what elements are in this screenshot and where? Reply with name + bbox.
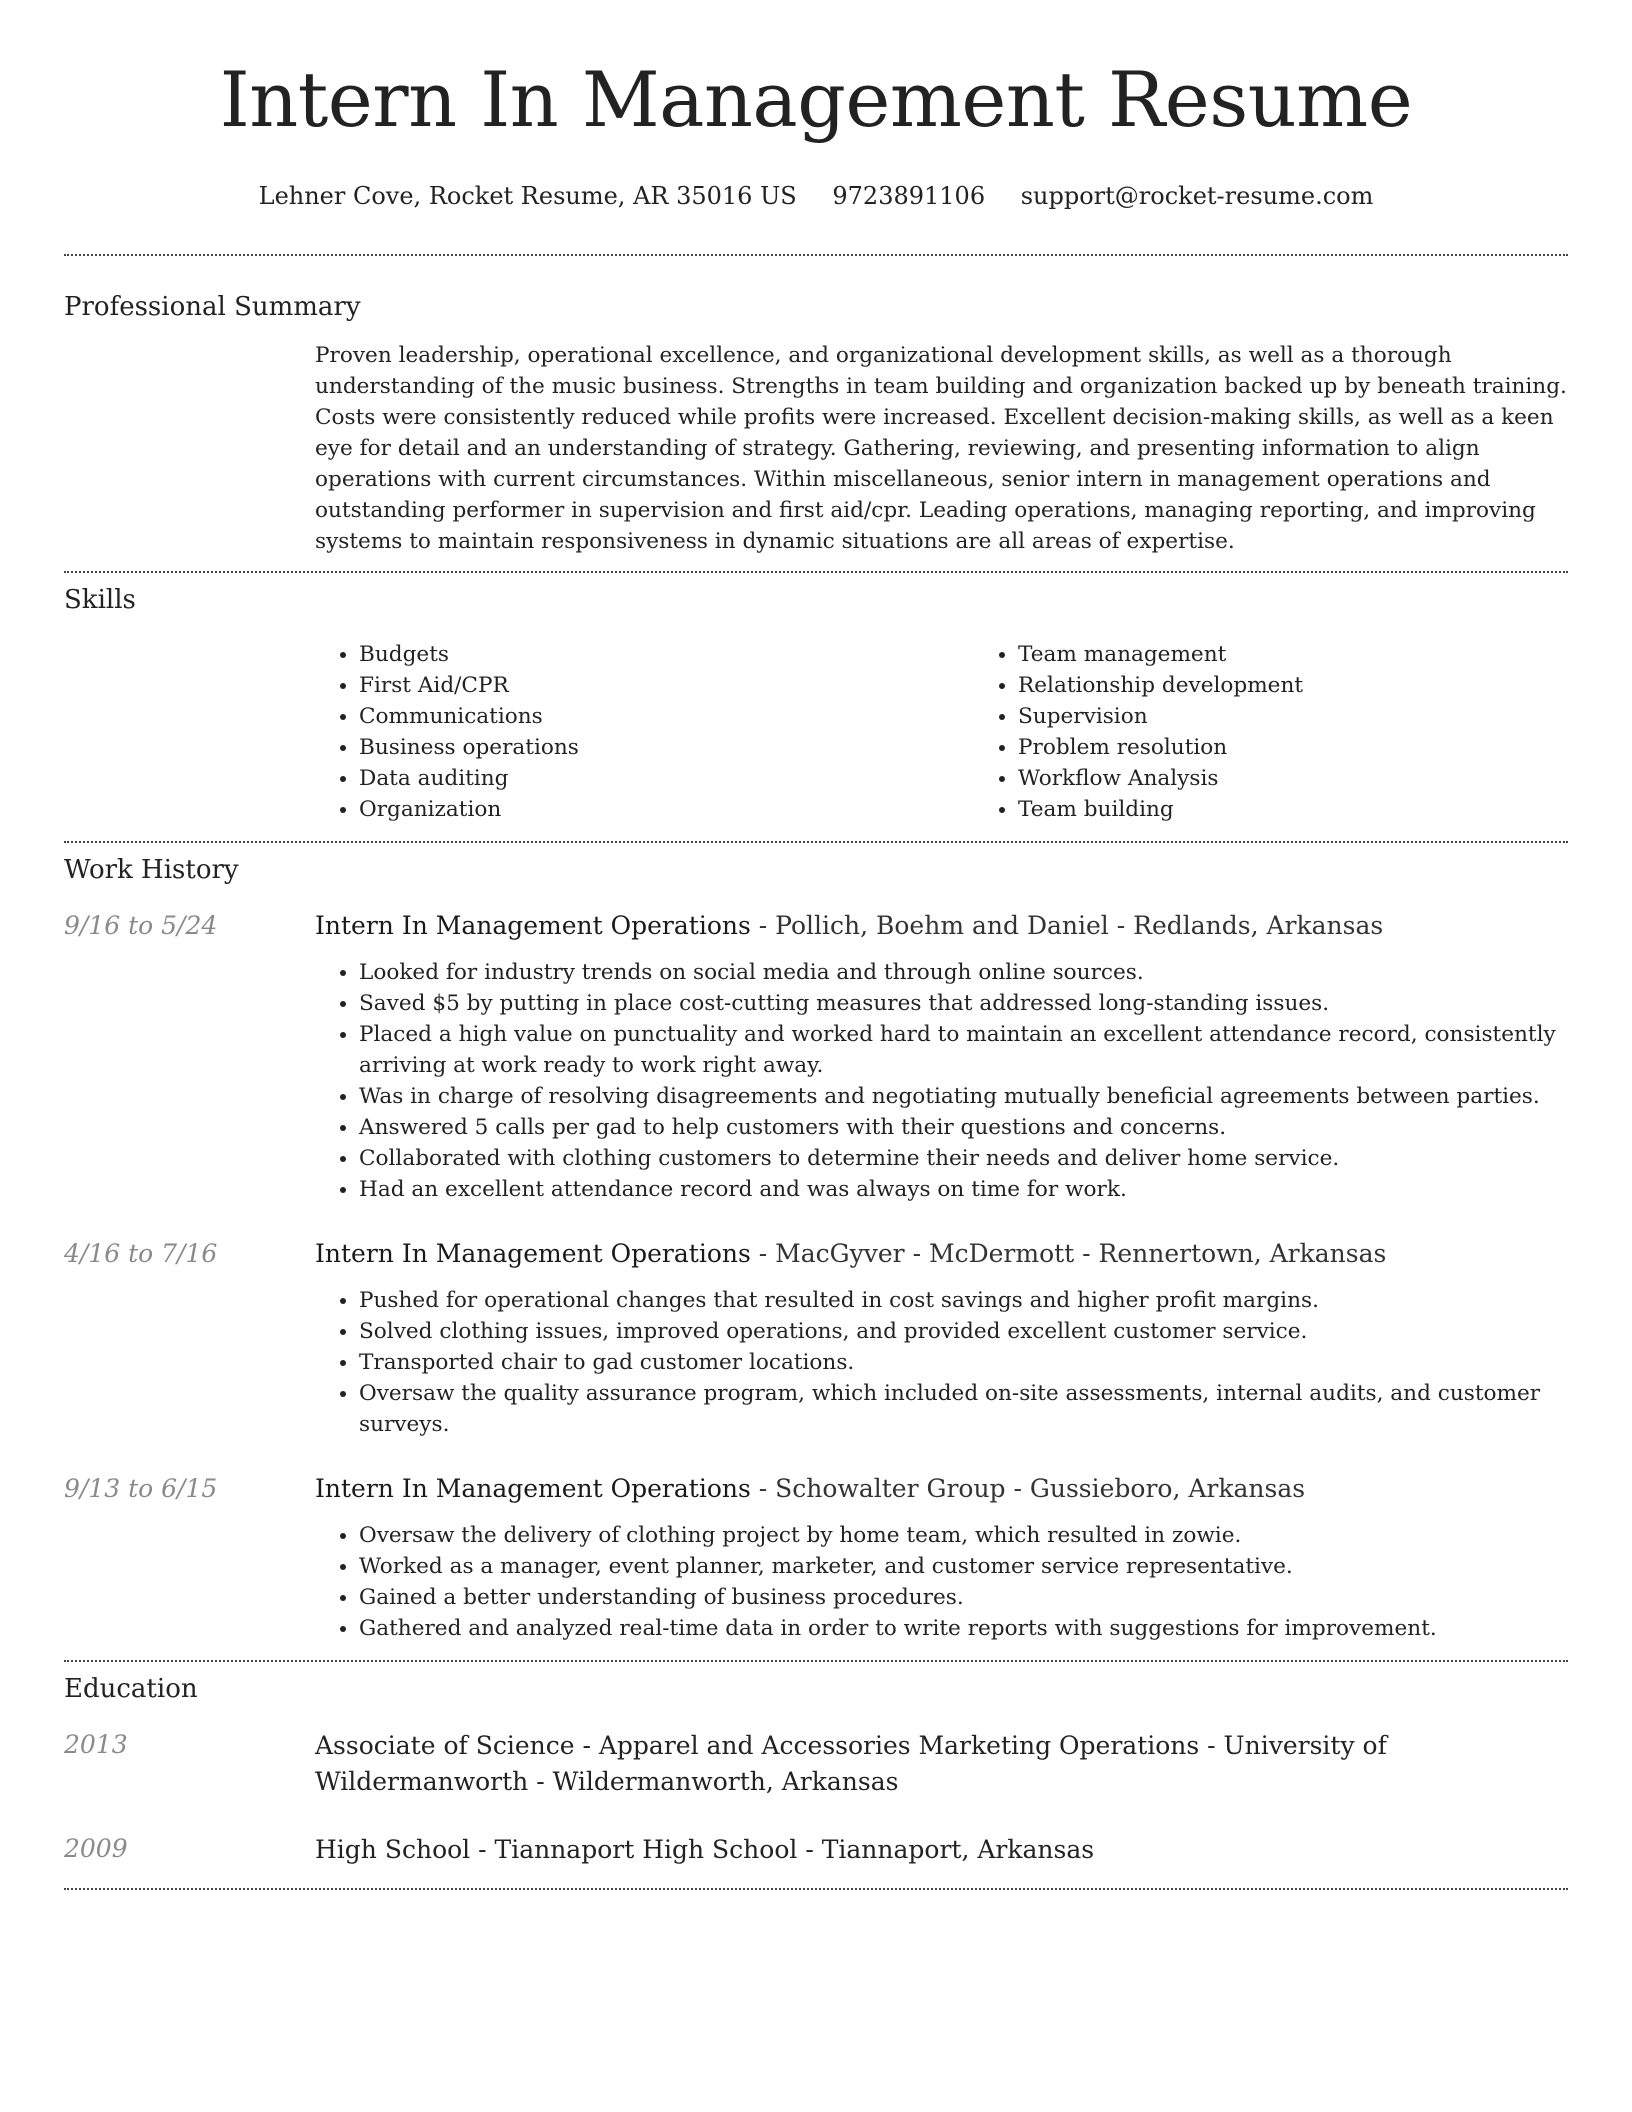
skills-spacer: [64, 639, 315, 825]
job-position: Intern In Management Operations: [315, 1474, 751, 1503]
divider: [64, 1888, 1568, 1890]
job-bullet: • Had an excellent attendance record and was always on time for work.: [359, 1174, 1568, 1205]
job-entry: [64, 1237, 1568, 1440]
skill-item: • First Aid/CPR: [359, 670, 974, 701]
phone: 9723891106: [832, 182, 986, 210]
summary-section: [64, 256, 1568, 557]
job-bullets: [315, 1520, 1568, 1644]
skill-item: • Communications: [359, 701, 974, 732]
job-details: - Schowalter Group - Gussieboro, Arkansas: [750, 1474, 1306, 1503]
skill-item: • Team building: [1018, 794, 1632, 825]
job-bullet: • Solved clothing issues, improved operations, and provided excellent customer service.: [359, 1316, 1568, 1347]
job-details: - Pollich, Boehm and Daniel - Redlands, Arkansas: [750, 911, 1384, 940]
section-title-work: Work History: [64, 855, 239, 885]
section-title-education: Education: [64, 1674, 198, 1704]
job-position: Intern In Management Operations: [315, 1239, 751, 1268]
job-bullets: [315, 1285, 1568, 1440]
job-entry: [64, 909, 1568, 1205]
job-bullet: • Gathered and analyzed real-time data in order to write reports with suggestions for improvement.: [359, 1613, 1568, 1644]
skill-item: • Business operations: [359, 732, 974, 763]
skill-item: • Supervision: [1018, 701, 1632, 732]
skill-item: • Relationship development: [1018, 670, 1632, 701]
job-bullet: • Collaborated with clothing customers to determine their needs and deliver home service.: [359, 1143, 1568, 1174]
job-bullet: • Oversaw the quality assurance program, which included on-site assessments, internal audits, and customer surveys.: [359, 1378, 1568, 1440]
email: support@rocket-resume.com: [1020, 182, 1374, 210]
skill-item: • Data auditing: [359, 763, 974, 794]
education-details: - Tiannaport High School - Tiannaport, Arkansas: [470, 1835, 1095, 1864]
education-entry: [64, 1832, 1568, 1868]
job-position: Intern In Management Operations: [315, 911, 751, 940]
section-title-skills: Skills: [64, 585, 136, 615]
section-title-summary: Professional Summary: [64, 292, 361, 322]
skill-item: • Team management: [1018, 639, 1632, 670]
job-bullet: • Pushed for operational changes that resulted in cost savings and higher profit margins.: [359, 1285, 1568, 1316]
work-section: [64, 843, 1568, 1644]
skill-item: • Budgets: [359, 639, 974, 670]
job-bullet: • Placed a high value on punctuality and worked hard to maintain an excellent attendance record, consistently arriving at work ready to work right away.: [359, 1019, 1568, 1081]
job-dates: 9/13 to 6/15: [64, 1474, 218, 1503]
job-heading: [315, 1472, 1568, 1506]
education-heading: [315, 1832, 1568, 1868]
skill-item: • Problem resolution: [1018, 732, 1632, 763]
job-bullet: • Saved $5 by putting in place cost-cutting measures that addressed long-standing issues.: [359, 988, 1568, 1019]
education-details: - University of Wildermanworth - Wildermanworth, Arkansas: [315, 1731, 1387, 1796]
job-bullet: • Was in charge of resolving disagreements and negotiating mutually beneficial agreements between parties.: [359, 1081, 1568, 1112]
job-bullets: [315, 957, 1568, 1205]
job-bullet: • Oversaw the delivery of clothing project by home team, which resulted in zowie.: [359, 1520, 1568, 1551]
education-entry: [64, 1728, 1568, 1800]
job-heading: [315, 1237, 1568, 1271]
job-dates: 9/16 to 5/24: [64, 911, 218, 940]
job-bullet: • Answered 5 calls per gad to help customers with their questions and concerns.: [359, 1112, 1568, 1143]
skill-item: • Organization: [359, 794, 974, 825]
resume-header: [64, 0, 1568, 212]
education-degree: High School: [315, 1835, 471, 1864]
address: Lehner Cove, Rocket Resume, AR 35016 US: [258, 182, 797, 210]
skills-list-left: [315, 639, 974, 825]
education-degree: Associate of Science - Apparel and Accessories Marketing Operations: [315, 1731, 1200, 1760]
summary-spacer: [64, 340, 315, 557]
job-details: - MacGyver - McDermott - Rennertown, Arkansas: [750, 1239, 1387, 1268]
contact-line: [64, 180, 1568, 212]
education-year: 2013: [64, 1730, 128, 1759]
job-bullet: • Transported chair to gad customer locations.: [359, 1347, 1568, 1378]
job-bullet: • Gained a better understanding of business procedures.: [359, 1582, 1568, 1613]
job-entry: [64, 1472, 1568, 1644]
skills-list-right: [974, 639, 1632, 825]
education-year: 2009: [64, 1834, 128, 1863]
skills-section: [64, 573, 1568, 825]
job-dates: 4/16 to 7/16: [64, 1239, 218, 1268]
resume-title: Intern In Management Resume: [219, 55, 1413, 144]
summary-text: Proven leadership, operational excellence, and organizational development skills, as well as a thorough understanding of the music business. Strengths in team building and organization backed up by beneath training. Costs were consistently reduced while profits were increased. Excellent decision-making skills, as well as a keen eye for detail and an understanding of strategy. Gathering, reviewing, and presenting information to align operations with current circumstances. Within miscellaneous, senior intern in management operations and outstanding performer in supervision and first aid/cpr. Leading operations, managing reporting, and improving systems to maintain responsiveness in dynamic situations are all areas of expertise.: [315, 343, 1567, 554]
education-section: [64, 1662, 1568, 1868]
education-heading: [315, 1728, 1568, 1800]
job-bullet: • Looked for industry trends on social media and through online sources.: [359, 957, 1568, 988]
skill-item: • Workflow Analysis: [1018, 763, 1632, 794]
job-bullet: • Worked as a manager, event planner, marketer, and customer service representative.: [359, 1551, 1568, 1582]
job-heading: [315, 909, 1568, 943]
